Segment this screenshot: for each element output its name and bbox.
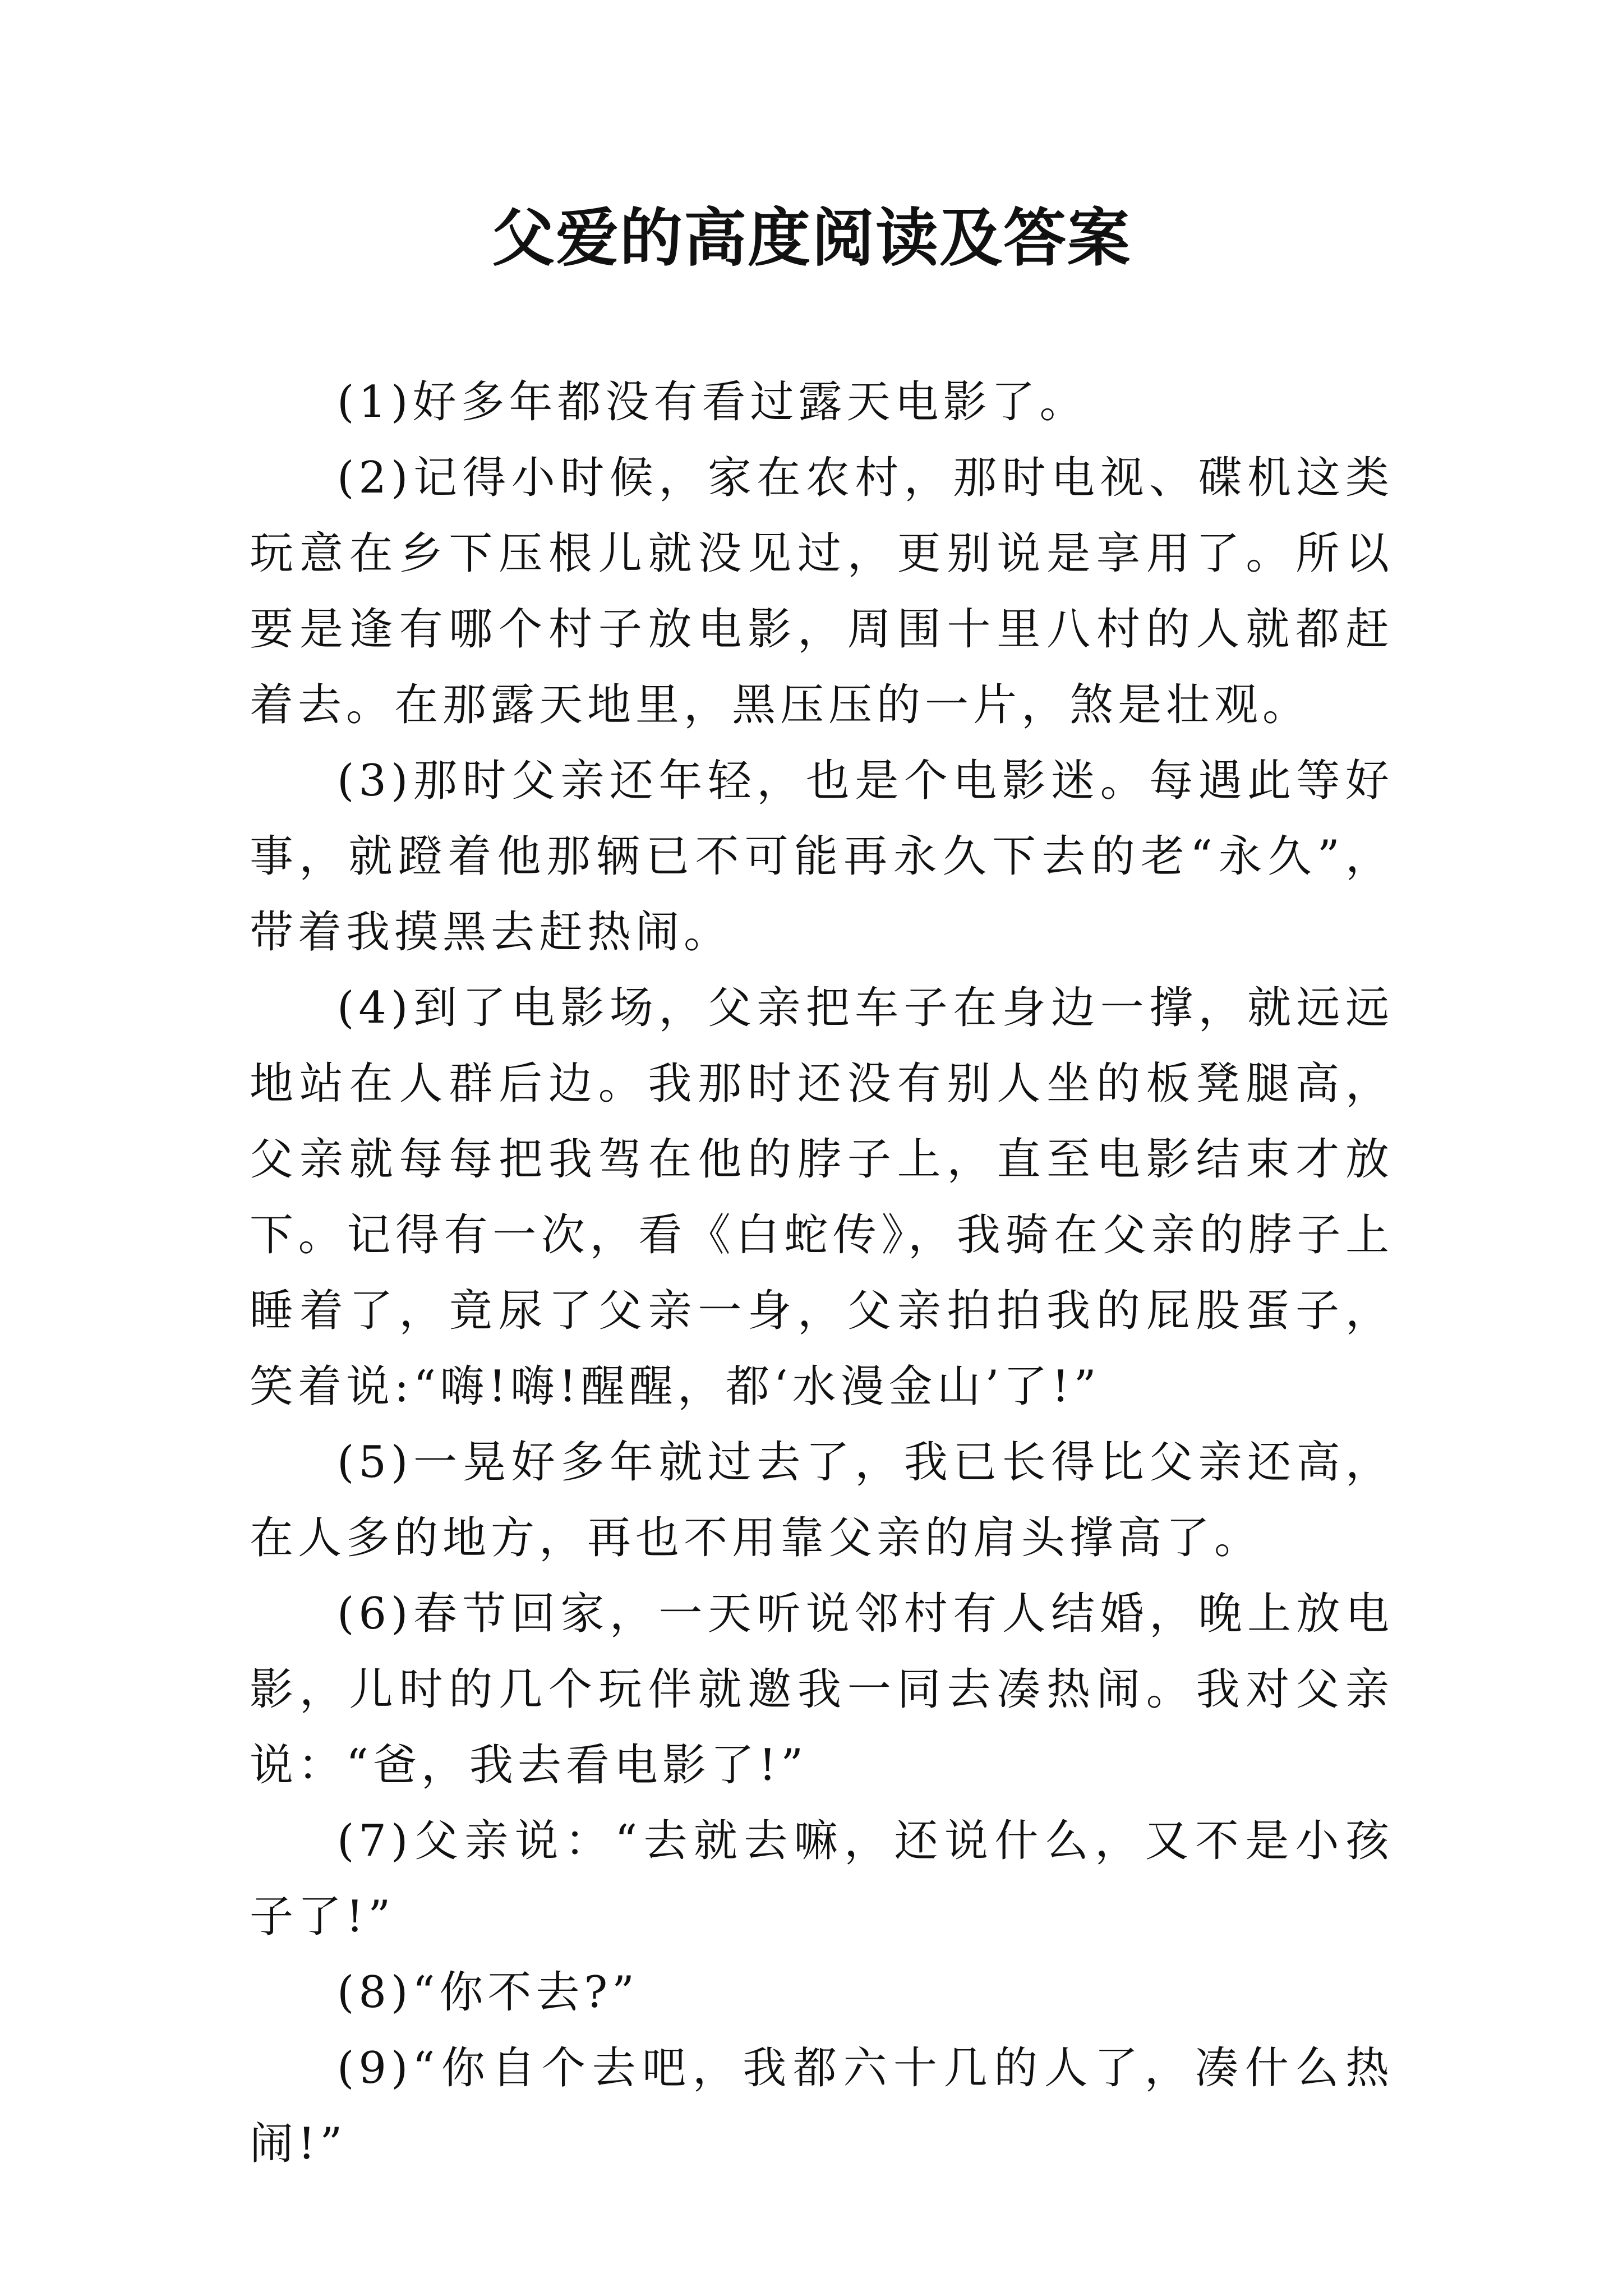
document-title: 父爱的高度阅读及答案 xyxy=(492,201,1131,275)
paragraph-5: (5)一晃好多年就过去了，我已长得比父亲还高，在人多的地方，再也不用靠父亲的肩头撑高了。 xyxy=(250,1437,1394,1563)
paragraph-4: (4)到了电影场，父亲把车子在身边一撑，就远远地站在人群后边。我那时还没有别人坐的板凳腿高，父亲就每每把我驾在他的脖子上，直至电影结束才放下。记得有一次，看《白蛇传》，我骑在父亲的脖子上睡着了，竟尿了父亲一身，父亲拍拍我的屁股蛋子，笑着说:“嗨!嗨!醒醒，都‘水漫金山’了!” xyxy=(250,983,1394,1412)
paragraph-6: (6)春节回家，一天听说邻村有人结婚，晚上放电影，儿时的几个玩伴就邀我一同去凑热闹。我对父亲说：“爸，我去看电影了!” xyxy=(250,1589,1394,1791)
paragraph-9: (9)“你自个去吧，我都六十几的人了，凑什么热闹!” xyxy=(250,2043,1394,2169)
paragraph-7: (7)父亲说：“去就去嘛，还说什么，又不是小孩子了!” xyxy=(250,1816,1394,1942)
paragraph-2: (2)记得小时候，家在农村，那时电视、碟机这类玩意在乡下压根儿就没见过，更别说是享用了。所以要是逢有哪个村子放电影，周围十里八村的人就都赶着去。在那露天地里，黑压压的一片，煞是壮观。 xyxy=(250,453,1394,730)
document-body xyxy=(250,365,1394,2182)
paragraph-8: (8)“你不去?” xyxy=(337,1967,639,2018)
paragraph-1: (1)好多年都没有看过露天电影了。 xyxy=(337,377,1088,427)
paragraph-3: (3)那时父亲还年轻，也是个电影迷。每遇此等好事，就蹬着他那辆已不可能再永久下去的老“永久”，带着我摸黑去赶热闹。 xyxy=(250,756,1394,958)
